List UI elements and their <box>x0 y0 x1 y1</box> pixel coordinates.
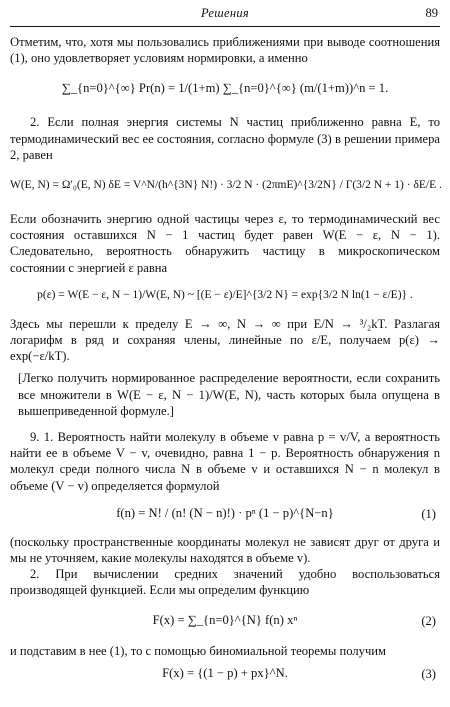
equation-normalization <box>10 70 440 110</box>
equation-text: p(ε) = W(E − ε, N − 1)/W(E, N) ~ [(E − ε)/E]^{3/2 N} = exp{3/2 N ln(1 − ε/E)} . <box>37 288 413 301</box>
equation-probability <box>10 280 440 312</box>
equation-text: F(x) = {(1 − p) + px}^N. <box>162 665 288 680</box>
paragraph-generating-function: 2. При вычислении средних значений удобно воспользоваться производящей функцией. Если мы определим функцию <box>10 567 440 598</box>
equation-text: ∑_{n=0}^{∞} Pr(n) = 1/(1+m) ∑_{n=0}^{∞} (m/(1+m))^n = 1. <box>61 81 389 96</box>
equation-number: (3) <box>421 666 436 681</box>
paragraph-independence: (поскольку пространственные координаты молекул не зависят друг от друга и мы не уточняем, какие молекулы находятся в объеме v). <box>10 534 440 566</box>
paragraph-limit: Здесь мы перешли к пределу E → ∞, N → ∞ при E/N → ³/₂kT. Разлагая логарифм в ряд и сохраняя члены, линейные по ε/E, получаем p(ε) → exp(−ε/kT). <box>10 316 440 364</box>
paragraph-problem-9: 9. 1. Вероятность найти молекулу в объеме v равна p = v/V, а вероятность найти ее в объеме V − v, очевидно, равна 1 − p. Вероятность обнаружения n молекул среди полного числа N в объеме v и оставшихся N − n молекул в объеме (V − v) определяется формулой <box>10 430 440 493</box>
paragraph-single-particle: Если обозначить энергию одной частицы через ε, то термодинамический вес состояния оставшихся N − 1 частиц будет равен W(E − ε, N − 1). Следовательно, вероятность обнаружить частицу в микроскопическом состоянии с энергией ε равна <box>10 212 440 275</box>
equation-number: (1) <box>421 506 436 521</box>
running-header <box>10 2 440 27</box>
section-gap <box>10 419 440 429</box>
equation-generating-function <box>10 603 440 639</box>
paragraph-normalization: Отметим, что, хотя мы пользовались приближениями при выводе соотношения (1), оно удовлетворяет условиям нормировки, а именно <box>10 35 440 66</box>
paragraph-total-energy: 2. Если полная энергия системы N частиц приближенно равна E, то термодинамический вес ее состояния, согласно формуле (3) в решении примера 2, равен <box>10 115 440 162</box>
equation-thermodynamic-weight <box>10 167 440 207</box>
equation-text: F(x) = ∑_{n=0}^{N} f(n) xⁿ <box>152 612 298 627</box>
page-number: 89 <box>425 6 438 20</box>
equation-number: (2) <box>421 613 436 628</box>
page-content <box>10 34 440 689</box>
header-title: Решения <box>200 6 250 20</box>
paragraph-substitute: и подставим в нее (1), то с помощью биномиальной теоремы получим <box>10 643 386 658</box>
equation-binomial <box>10 498 440 530</box>
equation-text: f(n) = N! / (n! (N − n)!) · pⁿ (1 − p)^{N−n} <box>116 505 334 520</box>
equation-text: W(E, N) = Ω′₀(E, N) δE = V^N/(h^{3N} N!) · 3/2 N · (2πmE)^{3/2N} / Γ(3/2 N + 1) · δE/E . <box>10 179 442 192</box>
paragraph-note: [Легко получить нормированное распределение вероятности, если сохранить все множители в W(E − ε, N − 1)/W(E, N), часть которых была опущена в вышеприведенной формуле.] <box>18 371 440 418</box>
equation-binomial-theorem <box>10 663 440 685</box>
